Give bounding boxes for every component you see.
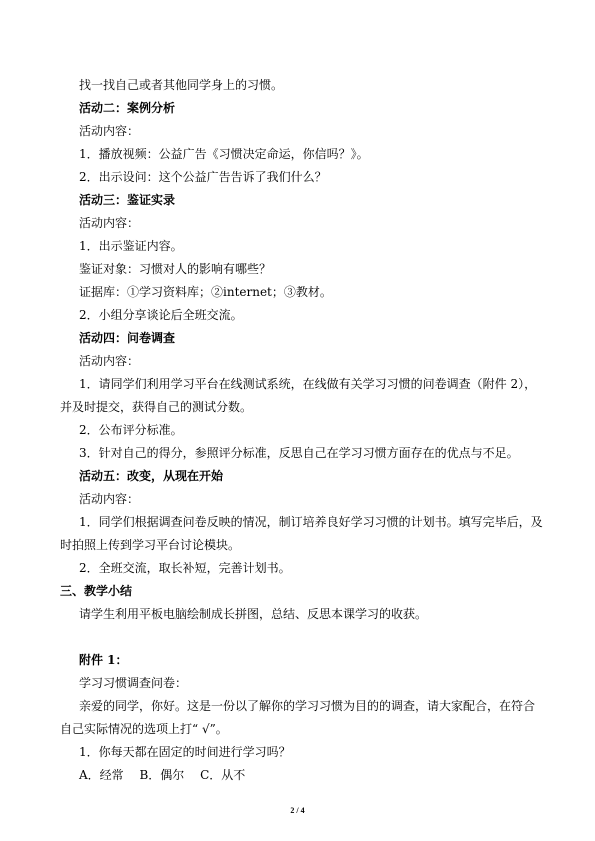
paragraph-find-habits: 找一找自己或者其他同学身上的习惯。 — [79, 78, 284, 92]
list-item: 2．全班交流，取长补短，完善计划书。 — [79, 561, 291, 575]
paragraph-evidence-target: 鉴证对象：习惯对人的影响有哪些？ — [79, 262, 272, 276]
label-activity-content: 活动内容： — [79, 354, 140, 368]
survey-question: 1．你每天都在固定的时间进行学习吗？ — [79, 745, 291, 759]
heading-teaching-summary: 三、教学小结 — [60, 584, 133, 598]
survey-title: 学习习惯调查问卷： — [79, 676, 188, 690]
list-item: 2．公布评分标准。 — [79, 423, 183, 437]
spacer — [60, 626, 546, 649]
heading-activity-five: 活动五：改变，从现在开始 — [79, 469, 224, 483]
list-item: 2．小组分享谈论后全班交流。 — [79, 308, 243, 322]
survey-intro: 亲爱的同学，你好。这是一份以了解你的学习习惯为目的的调查，请大家配合，在符合自己实际情况的选项上打“ √”。 — [60, 699, 536, 736]
list-item: 1．播放视频：公益广告《习惯决定命运，你信吗？》。 — [79, 147, 369, 161]
list-item: 2．出示设问：这个公益广告告诉了我们什么？ — [79, 170, 327, 184]
list-item: 1．请同学们利用学习平台在线测试系统，在线做有关学习习惯的问卷调查（附件 2），并及时提交，获得自己的测试分数。 — [60, 377, 537, 414]
heading-activity-three: 活动三：鉴证实录 — [79, 193, 176, 207]
list-item: 1．出示鉴证内容。 — [79, 239, 183, 253]
heading-activity-two: 活动二：案例分析 — [79, 101, 176, 115]
heading-attachment-one: 附件 1： — [79, 653, 128, 667]
paragraph-evidence-library: 证据库：①学习资料库；②internet；③教材。 — [79, 285, 332, 299]
survey-options: A．经常 B．偶尔 C．从不 — [79, 768, 246, 782]
label-activity-content: 活动内容： — [79, 124, 140, 138]
document-body — [60, 74, 546, 787]
label-activity-content: 活动内容： — [79, 216, 140, 230]
page-number: 2 / 4 — [290, 806, 305, 815]
list-item: 1．同学们根据调查问卷反映的情况，制订培养良好学习习惯的计划书。填写完毕后，及时拍照上传到学习平台讨论模块。 — [60, 515, 543, 552]
paragraph-summary: 请学生利用平板电脑绘制成长拼图，总结、反思本课学习的收获。 — [79, 607, 428, 621]
heading-activity-four: 活动四：问卷调查 — [79, 331, 176, 345]
list-item: 3．针对自己的得分，参照评分标准，反思自己在学习习惯方面存在的优点与不足。 — [79, 446, 519, 460]
label-activity-content: 活动内容： — [79, 492, 140, 506]
